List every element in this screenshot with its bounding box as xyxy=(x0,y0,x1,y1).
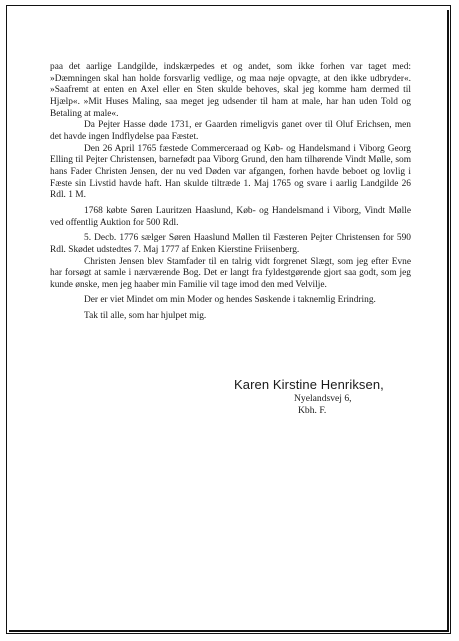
author-address: Nyelandsvej 6, xyxy=(294,393,352,404)
paragraph-1776-skøde: 5. Decb. 1776 sælger Søren Haaslund Møllen til Fæsteren Pejter Christensen for 590 Rdl. Skødet udstedtes 7. Maj 1777 af Enken Kierstine Friisenberg. xyxy=(50,233,411,255)
paragraph-1765-fæste: Den 26 April 1765 fæstede Commerceraad og Køb- og Handelsmand i Viborg Georg Elling til Pejter Christensen, barnefødt paa Viborg Grund, den ham tilhørende Vindt Mølle, som hans Fader Christen Jensen, der nu ved Døden var afgangen, forhen havde beboet og lovlig i Fæste sin Livstid havde haft. Han skulde tiltræde 1. Maj 1765 og svare i aarlig Landgilde 26 Rdl. 1 M. xyxy=(50,143,411,201)
signature-block xyxy=(234,377,434,417)
paragraph-stamfader: Christen Jensen blev Stamfader til en talrig vidt forgrenet Slægt, som jeg efter Evne har forsøgt at samle i nærværende Bog. Det er langt fra fyldestgørende gjort saa godt, som jeg kunde ønske, men jeg haaber min Familie vil tage imod den med Velvilje. xyxy=(50,256,411,290)
paragraph-mindet: Der er viet Mindet om min Moder og hendes Søskende i taknemlig Erindring. xyxy=(84,295,376,306)
author-name: Karen Kirstine Henriksen, xyxy=(234,377,384,392)
author-city: Kbh. F. xyxy=(298,405,327,416)
paragraph-tak: Tak til alle, som har hjulpet mig. xyxy=(84,311,207,322)
paragraph-pejter-hasse: Da Pejter Hasse døde 1731, er Gaarden rimeligvis ganet over til Oluf Erichsen, men det havde ingen Indflydelse paa Fæstet. xyxy=(50,120,411,142)
document-body xyxy=(50,62,411,323)
paragraph-1768-auktion: 1768 købte Søren Lauritzen Haaslund, Køb- og Handelsmand i Viborg, Vindt Mølle ved offentlig Auktion for 500 Rdl. xyxy=(50,205,411,228)
paragraph-landgilde: paa det aarlige Landgilde, indskærpedes et og andet, som ikke forhen var taget med: »Dæmningen skal han holde forsvarlig vedlige, og maa nøje opvagte, at den ikke udbryder«. »Saafremt at enten en Axel eller en Sten skulde behoves, skal jeg komme ham dermed til Hjælp«. »Mit Huses Maling, saa meget jeg udsender til ham at male, har han uden Told og Betaling at male«. xyxy=(50,62,411,119)
